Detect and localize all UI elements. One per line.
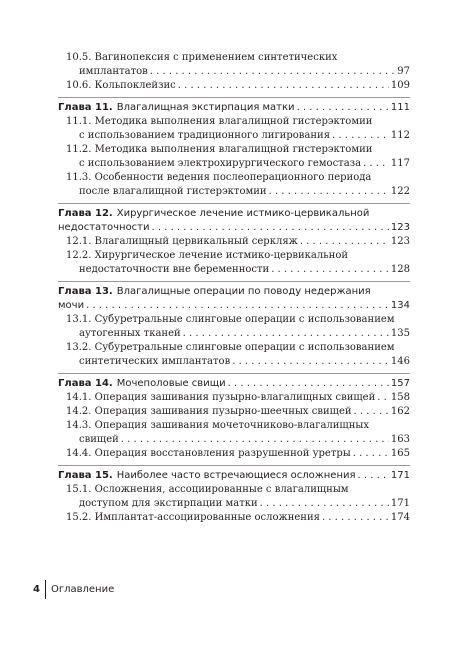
toc-page-number: 157	[390, 378, 410, 389]
toc-title-text: Влагалищная экстирпация матки	[116, 102, 295, 113]
toc-line	[66, 157, 410, 171]
toc-title-text: 10.6. Кольпоклейзис	[66, 80, 176, 91]
toc-title-text: 11.1. Методика выполнения влагалищной гистерэктомии	[66, 116, 373, 127]
toc-line	[58, 285, 410, 299]
dot-leader	[353, 447, 389, 461]
toc-line	[66, 327, 410, 341]
toc-title-text: свищей	[79, 434, 119, 445]
toc-title-text: аутогенных тканей	[79, 328, 181, 339]
toc-page-number: 97	[397, 66, 410, 77]
toc-line	[66, 511, 410, 525]
dot-leader	[358, 469, 389, 483]
toc-subsection-entry[interactable]	[58, 171, 410, 199]
toc-line	[66, 433, 410, 447]
toc-title-text: недостаточности вне беременности	[79, 264, 270, 275]
toc-title-text: 14.4. Операция восстановления разрушенной уретры	[66, 448, 351, 459]
chapter-divider	[58, 203, 410, 204]
toc-page-number: 165	[390, 448, 410, 459]
dot-leader	[300, 235, 389, 249]
toc-page-number: 111	[390, 102, 410, 113]
toc-page-number: 174	[390, 512, 410, 523]
toc-title-text: Наиболее часто встречающиеся осложнения	[116, 470, 356, 481]
toc-chapter-entry[interactable]	[58, 377, 410, 391]
dot-leader	[271, 263, 389, 277]
toc-title-text: недостаточности	[58, 222, 150, 233]
toc-title-text: 14.3. Операция зашивания мочеточниково-влагалищных	[66, 420, 369, 431]
toc-title-text: 14.1. Операция зашивания пузырно-влагалищных свищей	[66, 392, 376, 403]
toc-page-number: 163	[390, 434, 410, 445]
toc-chapter-entry[interactable]	[58, 285, 410, 313]
toc-line	[66, 355, 410, 369]
toc-line	[66, 185, 410, 199]
toc-line	[66, 419, 410, 433]
dot-leader	[86, 299, 389, 313]
dot-leader	[152, 221, 389, 235]
toc-line	[66, 249, 410, 263]
toc-line	[66, 405, 410, 419]
toc-line	[66, 65, 410, 79]
toc-line	[58, 101, 410, 115]
toc-page-number: 146	[390, 356, 410, 367]
toc-line	[66, 235, 410, 249]
toc-page-number: 158	[390, 392, 410, 403]
dot-leader	[150, 65, 396, 79]
toc-subsection-entry[interactable]	[58, 115, 410, 143]
dot-leader	[228, 377, 389, 391]
section-name: Оглавление	[50, 584, 115, 595]
dot-leader	[183, 327, 389, 341]
toc-line	[66, 51, 410, 65]
toc-line	[58, 221, 410, 235]
toc-subsection-entry[interactable]	[58, 249, 410, 277]
toc-title-text: доступом для экстирпации матки	[79, 498, 258, 509]
toc-title-text: 15.1. Осложнения, ассоциированные с влагалищным	[66, 484, 349, 495]
toc-line	[66, 263, 410, 277]
toc-line	[66, 79, 410, 93]
toc-subsection-entry[interactable]	[58, 51, 410, 79]
dot-leader	[178, 79, 389, 93]
toc-chapter-entry[interactable]	[58, 207, 410, 235]
footer-divider	[45, 580, 46, 599]
toc-line	[66, 447, 410, 461]
toc-page-number: 122	[390, 186, 410, 197]
toc-title-text: 13.2. Субуретральные слинговые операции с использованием	[66, 342, 395, 353]
toc-page-number: 109	[390, 80, 410, 91]
page-number: 4	[33, 584, 40, 595]
toc-subsection-entry[interactable]	[58, 313, 410, 341]
toc-subsection-entry[interactable]	[58, 511, 410, 525]
toc-page-number: 128	[390, 264, 410, 275]
dot-leader	[121, 433, 389, 447]
chapter-divider	[58, 97, 410, 98]
toc-page-number: 123	[390, 236, 410, 247]
toc-line	[66, 341, 410, 355]
toc-subsection-entry[interactable]	[58, 447, 410, 461]
toc-line	[66, 391, 410, 405]
toc-title-text: имплантатов	[79, 66, 148, 77]
toc-title-text: 13.1. Субуретральные слинговые операции с использованием	[66, 314, 395, 325]
toc-title-text: 12.1. Влагалищный цервикальный серкляж	[66, 236, 298, 247]
toc-line	[58, 469, 410, 483]
chapter-label: Глава 11.	[58, 102, 113, 113]
toc-line	[66, 171, 410, 185]
chapter-divider	[58, 465, 410, 466]
toc-title-text: 10.5. Вагинопексия с применением синтетических	[66, 52, 338, 63]
chapter-divider	[58, 373, 410, 374]
toc-subsection-entry[interactable]	[58, 341, 410, 369]
chapter-label: Глава 14.	[58, 378, 113, 389]
toc-title-text: Мочеполовые свищи	[116, 378, 226, 389]
toc-line	[66, 313, 410, 327]
chapter-divider	[58, 281, 410, 282]
toc-subsection-entry[interactable]	[58, 235, 410, 249]
toc-page-number: 123	[390, 222, 410, 233]
toc-line	[66, 483, 410, 497]
toc-line	[58, 207, 410, 221]
toc-page-number: 162	[390, 406, 410, 417]
toc-line	[66, 143, 410, 157]
dot-leader	[322, 511, 389, 525]
dot-leader	[269, 185, 389, 199]
toc-title-text: после влагалищной гистерэктомии	[79, 186, 267, 197]
toc-line	[66, 497, 410, 511]
toc-page-number: 171	[390, 470, 410, 481]
toc-title-text: Влагалищные операции по поводу недержания	[116, 286, 371, 297]
toc-page-number: 112	[390, 130, 410, 141]
toc-title-text: мочи	[58, 300, 85, 311]
toc-page-number: 171	[390, 498, 410, 509]
dot-leader	[297, 101, 389, 115]
chapter-label: Глава 15.	[58, 470, 113, 481]
toc-title-text: 11.2. Методика выполнения влагалищной гистерэктомии	[66, 144, 373, 155]
toc-title-text: с использованием традиционного лигирования	[79, 130, 330, 141]
dot-leader	[332, 129, 389, 143]
toc-subsection-entry[interactable]	[58, 483, 410, 511]
toc-line	[58, 299, 410, 313]
toc-title-text: 15.2. Имплантат-ассоциированные осложнения	[66, 512, 320, 523]
dot-leader	[260, 497, 389, 511]
toc-title-text: с использованием электрохирургического гемостаза	[79, 158, 362, 169]
dot-leader	[354, 405, 389, 419]
dot-leader	[377, 391, 389, 405]
toc-line	[66, 115, 410, 129]
page-footer	[33, 580, 114, 599]
toc-chapter-entry[interactable]	[58, 101, 410, 115]
toc-line	[58, 377, 410, 391]
toc-subsection-entry[interactable]	[58, 405, 410, 419]
toc-subsection-entry[interactable]	[58, 79, 410, 93]
toc-title-text: синтетических имплантатов	[79, 356, 231, 367]
toc-title-text: 12.2. Хирургическое лечение истмико-цервикальной	[66, 250, 349, 261]
toc-title-text: 14.2. Операция зашивания пузырно-шеечных свищей	[66, 406, 352, 417]
toc-page-number: 134	[390, 300, 410, 311]
toc-line	[66, 129, 410, 143]
toc-subsection-entry[interactable]	[58, 391, 410, 405]
toc-page-number: 117	[390, 158, 410, 169]
toc-title-text: Хирургическое лечение истмико-цервикальной	[116, 208, 370, 219]
table-of-contents	[58, 51, 410, 525]
chapter-label: Глава 12.	[58, 208, 113, 219]
toc-subsection-entry[interactable]	[58, 419, 410, 447]
toc-chapter-entry[interactable]	[58, 469, 410, 483]
toc-page-number: 135	[390, 328, 410, 339]
chapter-label: Глава 13.	[58, 286, 113, 297]
toc-title-text: 11.3. Особенности ведения послеоперационного периода	[66, 172, 372, 183]
dot-leader	[363, 157, 389, 171]
dot-leader	[232, 355, 389, 369]
toc-subsection-entry[interactable]	[58, 143, 410, 171]
